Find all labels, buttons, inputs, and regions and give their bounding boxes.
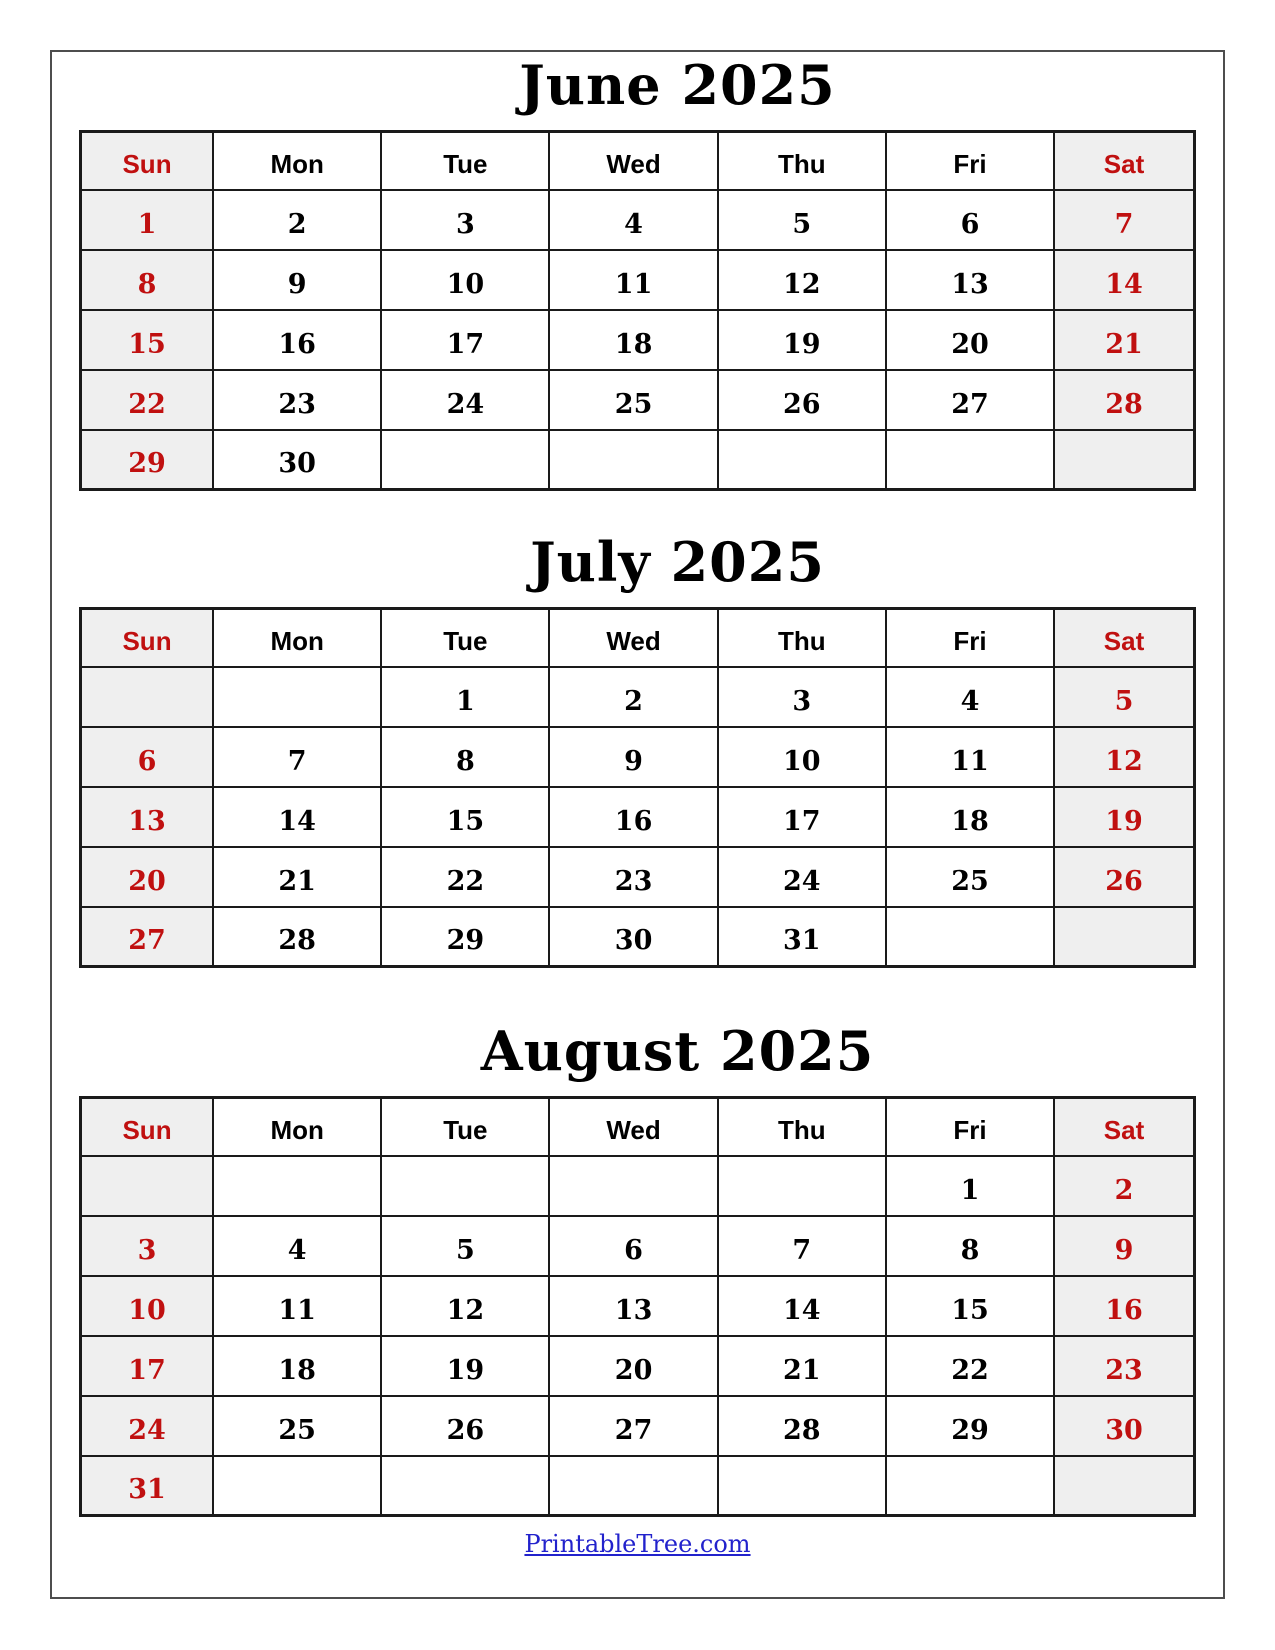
- weekday-header-row: [81, 1098, 1195, 1156]
- day-cell-june-19: 19: [718, 310, 886, 370]
- day-cell-june-26: 26: [718, 370, 886, 430]
- day-cell-august-26: 26: [381, 1396, 549, 1456]
- day-cell-june-12: 12: [718, 250, 886, 310]
- day-cell-august-19: 19: [381, 1336, 549, 1396]
- week-row: [81, 1216, 1195, 1276]
- day-cell-july-12: 12: [1054, 727, 1194, 787]
- day-cell-june-17: 17: [381, 310, 549, 370]
- week-row: [81, 310, 1195, 370]
- day-cell-june-5: 5: [718, 190, 886, 250]
- month-title-july: July 2025: [530, 530, 825, 594]
- week-row: [81, 1336, 1195, 1396]
- day-cell-empty: [549, 430, 717, 490]
- day-cell-june-16: 16: [213, 310, 381, 370]
- day-cell-august-4: 4: [213, 1216, 381, 1276]
- day-cell-august-9: 9: [1054, 1216, 1194, 1276]
- day-cell-july-7: 7: [213, 727, 381, 787]
- day-cell-august-1: 1: [886, 1156, 1054, 1216]
- day-cell-august-16: 16: [1054, 1276, 1194, 1336]
- day-cell-june-6: 6: [886, 190, 1054, 250]
- day-cell-june-15: 15: [81, 310, 214, 370]
- day-cell-july-26: 26: [1054, 847, 1194, 907]
- day-cell-july-15: 15: [381, 787, 549, 847]
- day-cell-empty: [213, 1456, 381, 1516]
- day-cell-august-10: 10: [81, 1276, 214, 1336]
- weekday-header-tue: Tue: [381, 609, 549, 667]
- day-cell-june-25: 25: [549, 370, 717, 430]
- day-cell-july-28: 28: [213, 907, 381, 967]
- day-cell-empty: [381, 1156, 549, 1216]
- weekday-header-wed: Wed: [549, 1098, 717, 1156]
- month-title-june: June 2025: [519, 53, 836, 117]
- day-cell-june-10: 10: [381, 250, 549, 310]
- day-cell-august-15: 15: [886, 1276, 1054, 1336]
- day-cell-june-24: 24: [381, 370, 549, 430]
- day-cell-empty: [549, 1156, 717, 1216]
- day-cell-july-10: 10: [718, 727, 886, 787]
- day-cell-july-24: 24: [718, 847, 886, 907]
- week-row: [81, 787, 1195, 847]
- day-cell-august-7: 7: [718, 1216, 886, 1276]
- day-cell-empty: [81, 1156, 214, 1216]
- week-row: [81, 370, 1195, 430]
- day-cell-july-14: 14: [213, 787, 381, 847]
- day-cell-june-29: 29: [81, 430, 214, 490]
- day-cell-july-18: 18: [886, 787, 1054, 847]
- day-cell-july-1: 1: [381, 667, 549, 727]
- day-cell-august-14: 14: [718, 1276, 886, 1336]
- calendar-table-july: [79, 607, 1196, 968]
- day-cell-july-19: 19: [1054, 787, 1194, 847]
- day-cell-june-18: 18: [549, 310, 717, 370]
- weekday-header-wed: Wed: [549, 132, 717, 190]
- week-row: [81, 1276, 1195, 1336]
- day-cell-july-5: 5: [1054, 667, 1194, 727]
- weekday-header-sat: Sat: [1054, 609, 1194, 667]
- day-cell-july-27: 27: [81, 907, 214, 967]
- weekday-header-sun: Sun: [81, 132, 214, 190]
- day-cell-august-25: 25: [213, 1396, 381, 1456]
- day-cell-empty: [81, 667, 214, 727]
- day-cell-june-9: 9: [213, 250, 381, 310]
- day-cell-august-30: 30: [1054, 1396, 1194, 1456]
- weekday-header-fri: Fri: [886, 1098, 1054, 1156]
- weekday-header-sun: Sun: [81, 609, 214, 667]
- day-cell-june-23: 23: [213, 370, 381, 430]
- day-cell-june-4: 4: [549, 190, 717, 250]
- day-cell-august-28: 28: [718, 1396, 886, 1456]
- day-cell-july-13: 13: [81, 787, 214, 847]
- day-cell-july-9: 9: [549, 727, 717, 787]
- day-cell-empty: [718, 1156, 886, 1216]
- day-cell-empty: [213, 667, 381, 727]
- week-row: [81, 190, 1195, 250]
- day-cell-empty: [1054, 430, 1194, 490]
- day-cell-august-18: 18: [213, 1336, 381, 1396]
- week-row: [81, 847, 1195, 907]
- week-row: [81, 667, 1195, 727]
- day-cell-june-21: 21: [1054, 310, 1194, 370]
- day-cell-june-20: 20: [886, 310, 1054, 370]
- day-cell-empty: [886, 430, 1054, 490]
- day-cell-august-11: 11: [213, 1276, 381, 1336]
- week-row: [81, 1156, 1195, 1216]
- weekday-header-thu: Thu: [718, 609, 886, 667]
- weekday-header-fri: Fri: [886, 609, 1054, 667]
- weekday-header-wed: Wed: [549, 609, 717, 667]
- day-cell-july-17: 17: [718, 787, 886, 847]
- day-cell-june-27: 27: [886, 370, 1054, 430]
- day-cell-august-23: 23: [1054, 1336, 1194, 1396]
- day-cell-july-20: 20: [81, 847, 214, 907]
- day-cell-august-24: 24: [81, 1396, 214, 1456]
- day-cell-august-20: 20: [549, 1336, 717, 1396]
- day-cell-empty: [381, 1456, 549, 1516]
- day-cell-june-11: 11: [549, 250, 717, 310]
- day-cell-july-21: 21: [213, 847, 381, 907]
- day-cell-august-17: 17: [81, 1336, 214, 1396]
- day-cell-empty: [1054, 907, 1194, 967]
- day-cell-august-21: 21: [718, 1336, 886, 1396]
- day-cell-august-8: 8: [886, 1216, 1054, 1276]
- day-cell-august-31: 31: [81, 1456, 214, 1516]
- day-cell-july-11: 11: [886, 727, 1054, 787]
- day-cell-empty: [213, 1156, 381, 1216]
- day-cell-empty: [718, 1456, 886, 1516]
- week-row: [81, 1456, 1195, 1516]
- day-cell-august-5: 5: [381, 1216, 549, 1276]
- day-cell-august-27: 27: [549, 1396, 717, 1456]
- calendar-table-august: [79, 1096, 1196, 1517]
- weekday-header-row: [81, 609, 1195, 667]
- day-cell-june-28: 28: [1054, 370, 1194, 430]
- day-cell-august-3: 3: [81, 1216, 214, 1276]
- day-cell-july-2: 2: [549, 667, 717, 727]
- day-cell-july-30: 30: [549, 907, 717, 967]
- day-cell-august-13: 13: [549, 1276, 717, 1336]
- day-cell-june-7: 7: [1054, 190, 1194, 250]
- day-cell-empty: [549, 1456, 717, 1516]
- day-cell-june-8: 8: [81, 250, 214, 310]
- months-container: [79, 53, 1196, 1517]
- weekday-header-tue: Tue: [381, 1098, 549, 1156]
- day-cell-july-16: 16: [549, 787, 717, 847]
- day-cell-july-23: 23: [549, 847, 717, 907]
- footer: [79, 1530, 1196, 1558]
- weekday-header-mon: Mon: [213, 132, 381, 190]
- day-cell-august-29: 29: [886, 1396, 1054, 1456]
- day-cell-june-30: 30: [213, 430, 381, 490]
- weekday-header-mon: Mon: [213, 609, 381, 667]
- weekday-header-thu: Thu: [718, 1098, 886, 1156]
- day-cell-august-12: 12: [381, 1276, 549, 1336]
- day-cell-empty: [886, 1456, 1054, 1516]
- day-cell-july-8: 8: [381, 727, 549, 787]
- weekday-header-sun: Sun: [81, 1098, 214, 1156]
- day-cell-july-25: 25: [886, 847, 1054, 907]
- day-cell-june-13: 13: [886, 250, 1054, 310]
- day-cell-empty: [886, 907, 1054, 967]
- day-cell-june-22: 22: [81, 370, 214, 430]
- day-cell-august-6: 6: [549, 1216, 717, 1276]
- calendar-table-june: [79, 130, 1196, 491]
- week-row: [81, 727, 1195, 787]
- week-row: [81, 907, 1195, 967]
- day-cell-june-3: 3: [381, 190, 549, 250]
- day-cell-empty: [381, 430, 549, 490]
- day-cell-august-2: 2: [1054, 1156, 1194, 1216]
- day-cell-june-14: 14: [1054, 250, 1194, 310]
- weekday-header-thu: Thu: [718, 132, 886, 190]
- weekday-header-sat: Sat: [1054, 1098, 1194, 1156]
- day-cell-july-3: 3: [718, 667, 886, 727]
- page-frame: [50, 50, 1225, 1599]
- day-cell-july-6: 6: [81, 727, 214, 787]
- day-cell-july-31: 31: [718, 907, 886, 967]
- day-cell-empty: [718, 430, 886, 490]
- week-row: [81, 250, 1195, 310]
- weekday-header-mon: Mon: [213, 1098, 381, 1156]
- weekday-header-tue: Tue: [381, 132, 549, 190]
- week-row: [81, 1396, 1195, 1456]
- day-cell-july-4: 4: [886, 667, 1054, 727]
- weekday-header-sat: Sat: [1054, 132, 1194, 190]
- day-cell-july-29: 29: [381, 907, 549, 967]
- month-title-august: August 2025: [480, 1019, 875, 1083]
- weekday-header-fri: Fri: [886, 132, 1054, 190]
- day-cell-june-1: 1: [81, 190, 214, 250]
- footer-link[interactable]: PrintableTree.com: [524, 1530, 751, 1558]
- week-row: [81, 430, 1195, 490]
- day-cell-june-2: 2: [213, 190, 381, 250]
- weekday-header-row: [81, 132, 1195, 190]
- day-cell-august-22: 22: [886, 1336, 1054, 1396]
- day-cell-empty: [1054, 1456, 1194, 1516]
- day-cell-july-22: 22: [381, 847, 549, 907]
